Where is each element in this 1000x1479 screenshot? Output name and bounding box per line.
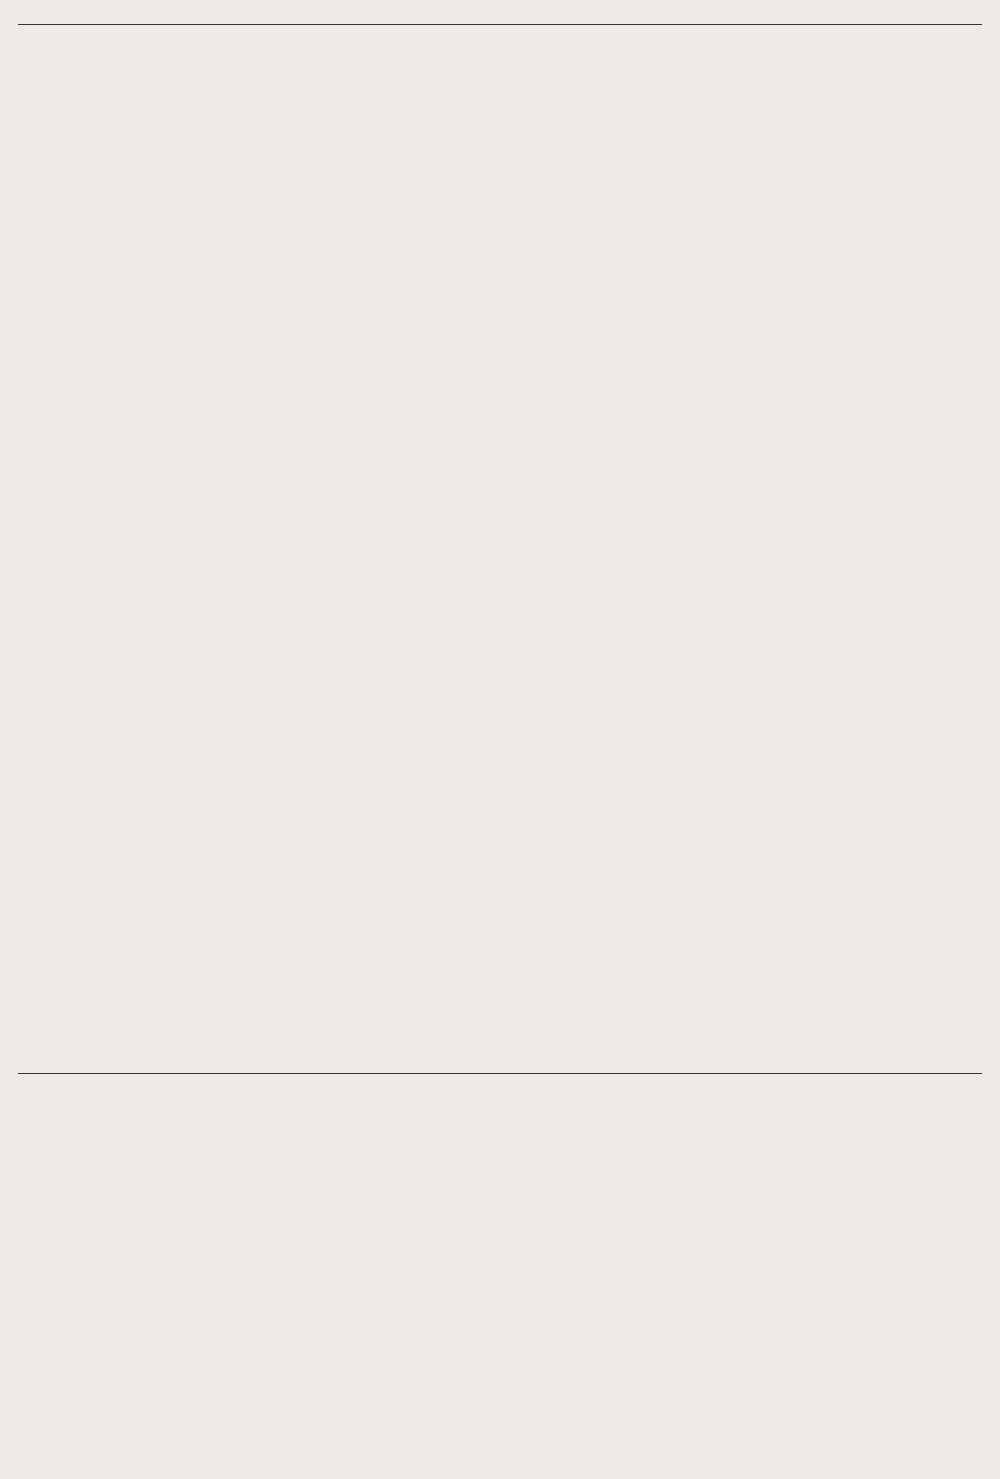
top-section (18, 28, 982, 1068)
section-divider (18, 1073, 982, 1074)
page-header (18, 6, 982, 25)
serial-novel-section (18, 1098, 982, 1474)
